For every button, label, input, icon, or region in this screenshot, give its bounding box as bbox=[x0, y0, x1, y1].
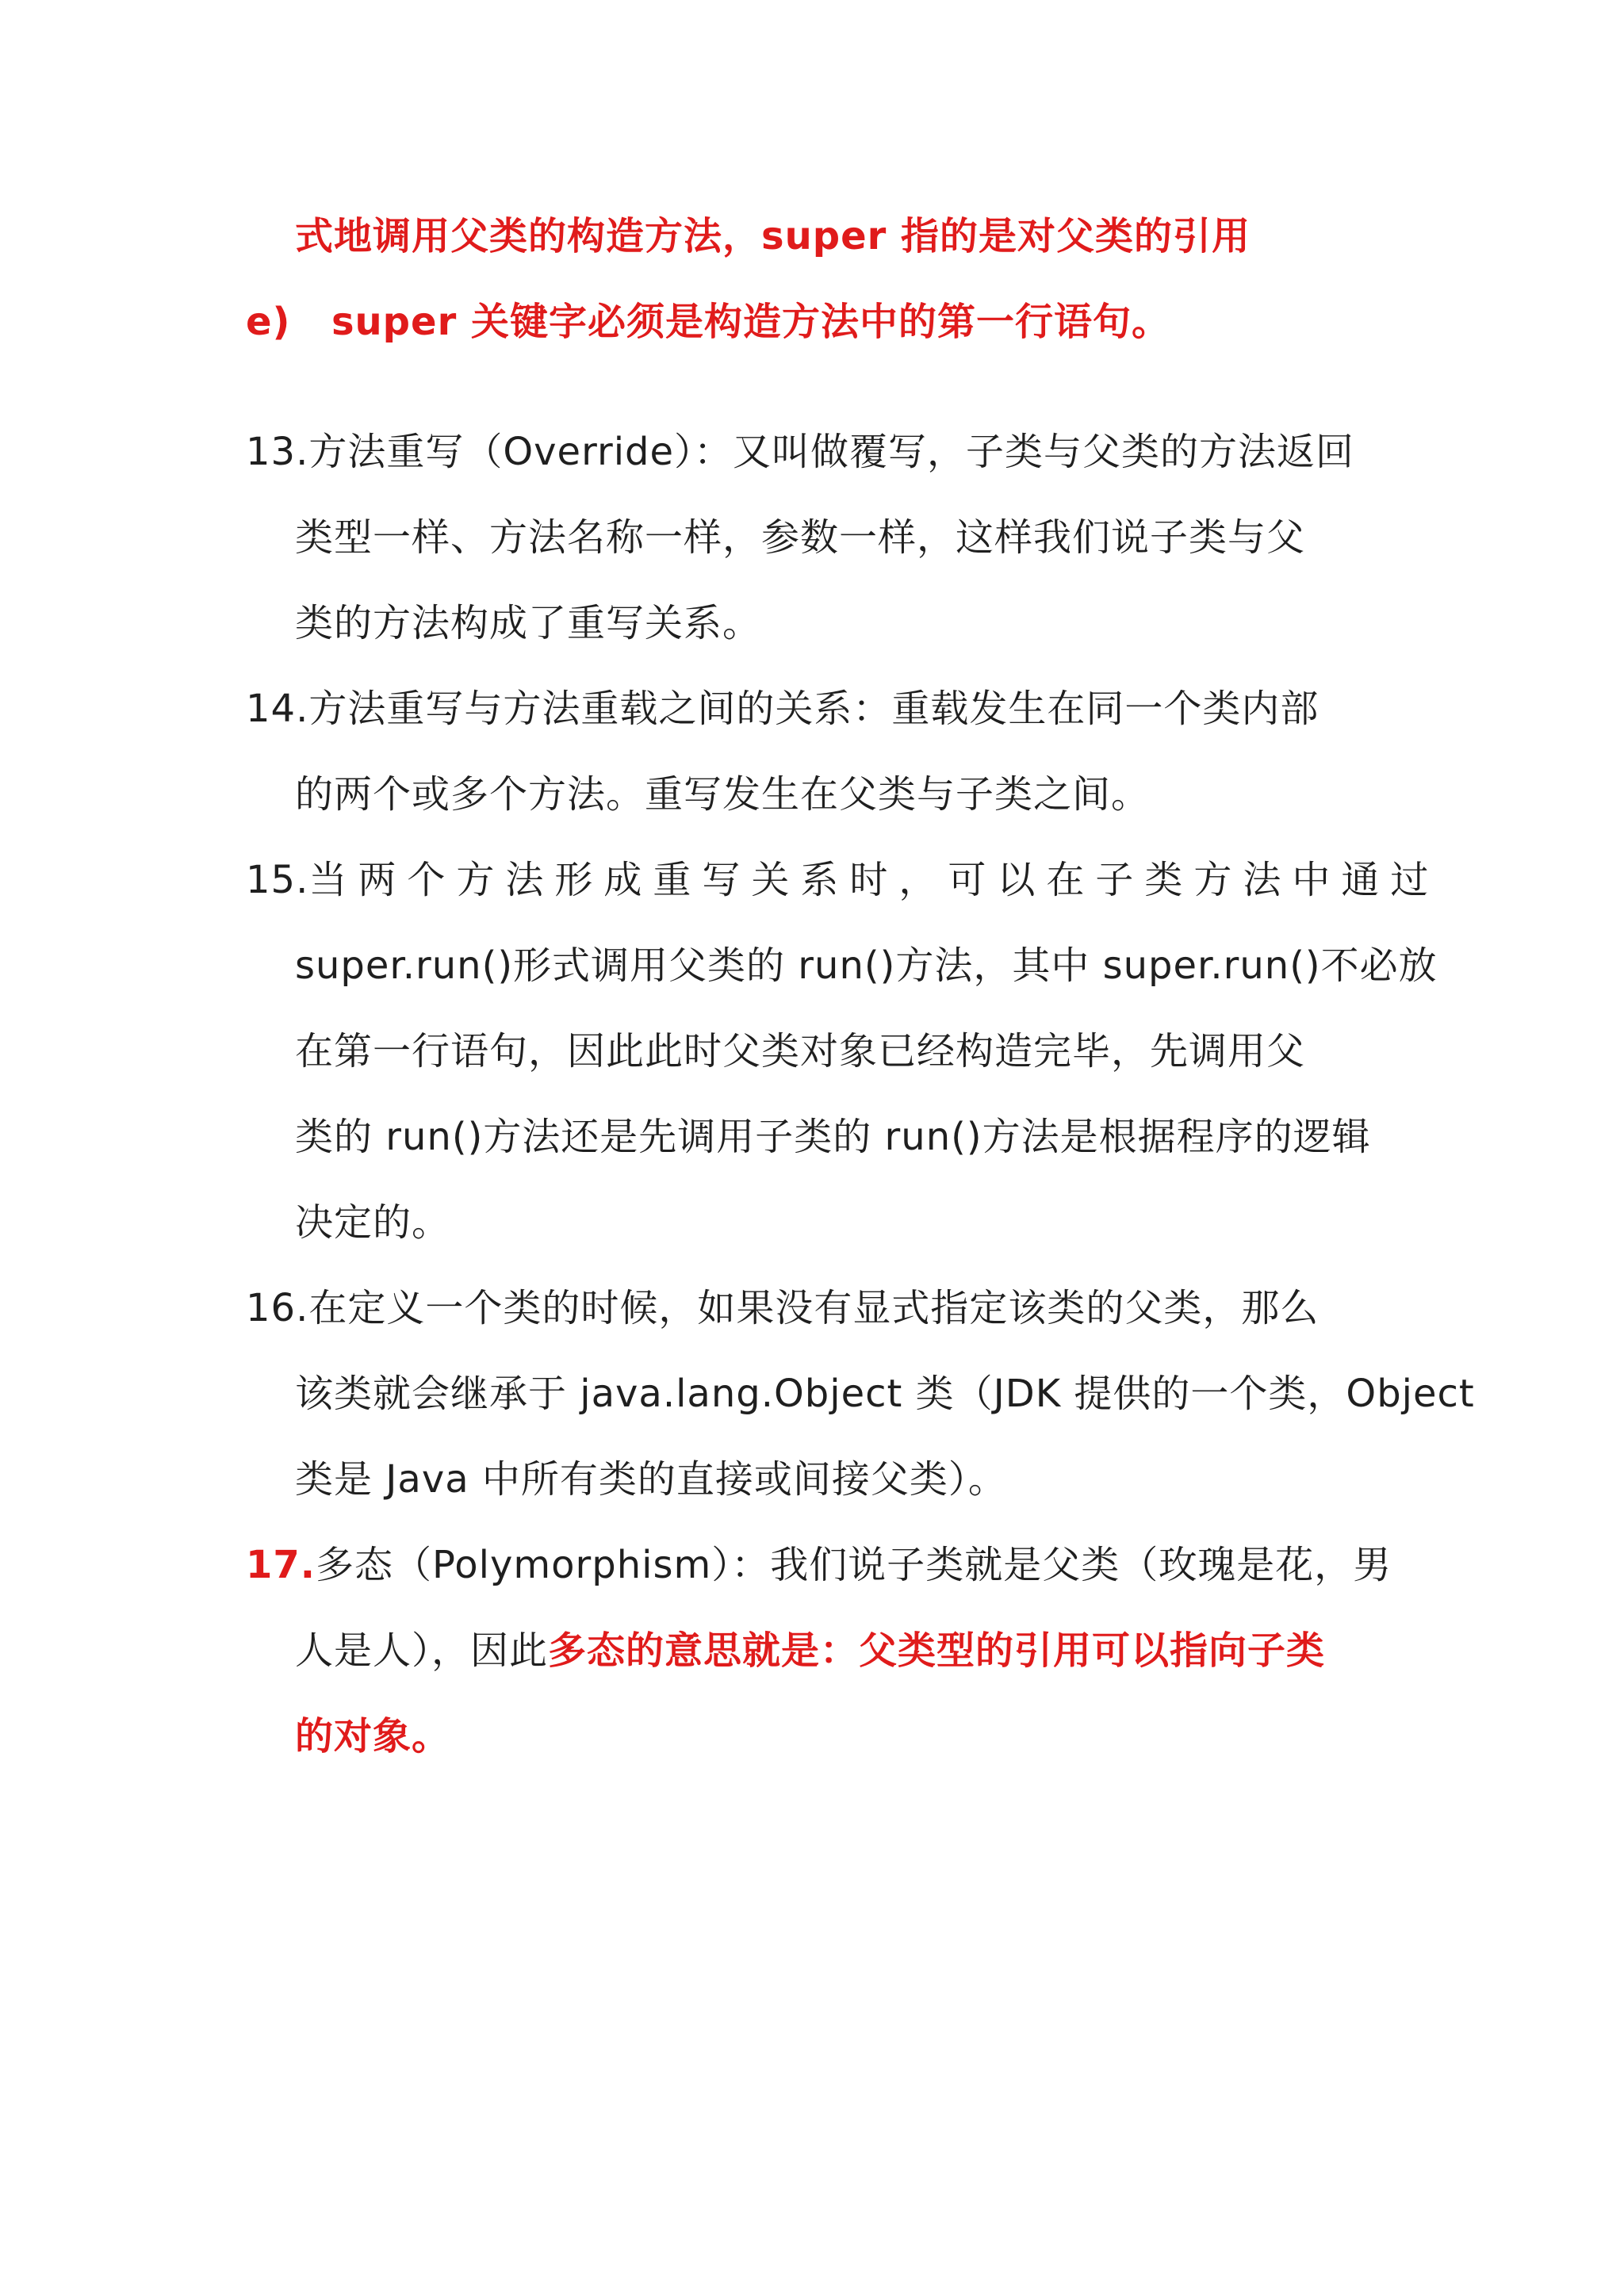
item-13-line-2 bbox=[295, 512, 1305, 563]
item-17-text-3: 的对象。 bbox=[295, 1714, 451, 1758]
continuation-line bbox=[295, 211, 1251, 262]
item-16-line-2 bbox=[295, 1368, 1475, 1419]
item-15-text-3: 在第一行语句，因此此时父类对象已经构造完毕，先调用父 bbox=[295, 1029, 1306, 1073]
item-16-text-1: 在定义一个类的时候，如果没有显式指定该类的父类，那么 bbox=[308, 1286, 1320, 1330]
item-15-line-4 bbox=[295, 1112, 1371, 1162]
item-17-number: 17. bbox=[246, 1543, 316, 1587]
item-15-text-2: super.run()形式调用父类的 run()方法，其中 super.run()不必放 bbox=[295, 943, 1438, 988]
item-15-text-5: 决定的。 bbox=[295, 1200, 451, 1245]
item-16-text-3: 类是 Java 中所有类的直接或间接父类）。 bbox=[295, 1457, 1007, 1502]
item-16-line-1 bbox=[246, 1283, 1319, 1334]
item-13-text-1: 方法重写（Override）：又叫做覆写，子类与父类的方法返回 bbox=[308, 430, 1355, 474]
item-17-text-1: 多态（Polymorphism）：我们说子类就是父类（玫瑰是花，男 bbox=[316, 1543, 1392, 1587]
item-13-text-2: 类型一样、方法名称一样，参数一样，这样我们说子类与父 bbox=[295, 515, 1306, 560]
continuation-text: 式地调用父类的构造方法，super 指的是对父类的引用 bbox=[295, 214, 1251, 258]
item-14-line-2 bbox=[295, 769, 1150, 820]
item-14-text-2: 的两个或多个方法。重写发生在父类与子类之间。 bbox=[295, 772, 1151, 817]
item-17-line-1 bbox=[246, 1540, 1392, 1590]
item-16-text-2: 该类就会继承于 java.lang.Object 类（JDK 提供的一个类，Object bbox=[295, 1372, 1475, 1416]
item-15-number: 15. bbox=[246, 858, 309, 902]
item-e bbox=[246, 297, 1170, 347]
item-e-text: super 关键字必须是构造方法中的第一行语句。 bbox=[331, 300, 1170, 344]
item-13-number: 13. bbox=[246, 430, 309, 474]
item-15-line-5 bbox=[295, 1197, 450, 1248]
item-15-line-1 bbox=[246, 855, 1439, 905]
item-17-text-2-highlight: 多态的意思就是：父类型的引用可以指向子类 bbox=[548, 1628, 1326, 1673]
item-13-text-3: 类的方法构成了重写关系。 bbox=[295, 601, 762, 645]
item-15-text-1: 当两个方法形成重写关系时，可以在子类方法中通过 bbox=[308, 858, 1440, 902]
item-15-text-4: 类的 run()方法还是先调用子类的 run()方法是根据程序的逻辑 bbox=[295, 1115, 1371, 1159]
item-15-line-3 bbox=[295, 1026, 1305, 1077]
item-17-line-3 bbox=[295, 1711, 450, 1762]
item-14-line-1 bbox=[246, 683, 1319, 734]
item-14-number: 14. bbox=[246, 687, 309, 731]
item-13-line-1 bbox=[246, 427, 1354, 477]
item-17-text-2-plain: 人是人），因此 bbox=[295, 1628, 549, 1673]
item-15-line-2 bbox=[295, 940, 1438, 991]
item-e-label: e) bbox=[246, 300, 291, 344]
item-17-line-2 bbox=[295, 1625, 1325, 1676]
item-13-line-3 bbox=[295, 598, 761, 649]
item-14-text-1: 方法重写与方法重载之间的关系：重载发生在同一个类内部 bbox=[308, 687, 1320, 731]
item-16-number: 16. bbox=[246, 1286, 309, 1330]
item-16-line-3 bbox=[295, 1454, 1007, 1505]
